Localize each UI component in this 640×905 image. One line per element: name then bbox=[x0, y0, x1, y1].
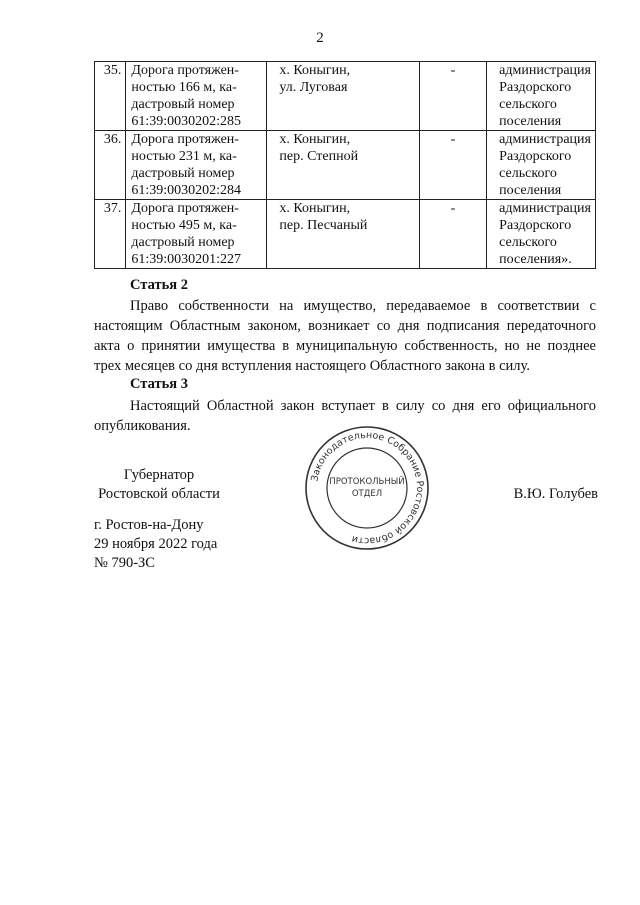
recipient-owner-line: поселения bbox=[499, 114, 562, 129]
signatory-name: В.Ю. Голубев bbox=[513, 486, 598, 502]
article-2-paragraph: Право собственности на имущество, передаваемое в соответствии с настоящим Областным законом, возникает со дня подписания передаточного акта о принятии имущества в муниципальную собственность, но не позднее трех месяцев со дня вступления настоящего Областного закона в силу. bbox=[94, 298, 596, 374]
object-description bbox=[126, 131, 267, 200]
row-number: 37. bbox=[95, 200, 126, 269]
object-description bbox=[126, 200, 267, 269]
object-address bbox=[267, 131, 419, 200]
recipient-owner bbox=[487, 200, 596, 269]
object-description-line: дастровый номер bbox=[131, 97, 235, 112]
recipient-owner bbox=[487, 131, 596, 200]
object-description-line: дастровый номер bbox=[131, 166, 235, 181]
issue-city: г. Ростов-на-Дону bbox=[94, 517, 204, 533]
recipient-owner-line: Раздорского bbox=[499, 149, 572, 164]
signatory-title-line2: Ростовской области bbox=[98, 486, 220, 502]
object-address-line: пер. Степной bbox=[279, 149, 359, 164]
official-stamp bbox=[303, 424, 431, 552]
empty-cell-dash: - bbox=[419, 131, 486, 200]
signatory-title-line1: Губернатор bbox=[123, 467, 195, 483]
recipient-owner-line: поселения bbox=[499, 183, 562, 198]
object-description-line: ностью 166 м, ка- bbox=[131, 80, 237, 95]
object-address-line: х. Коныгин, bbox=[279, 132, 351, 147]
recipient-owner-line: Раздорского bbox=[499, 80, 572, 95]
object-description-line: 61:39:0030202:285 bbox=[131, 114, 242, 129]
article-3-heading: Статья 3 bbox=[130, 376, 188, 392]
object-description-line: ностью 495 м, ка- bbox=[131, 218, 237, 233]
table-row bbox=[95, 200, 596, 269]
recipient-owner-line: администрация bbox=[499, 63, 591, 78]
object-description-line: Дорога протяжен- bbox=[131, 201, 239, 216]
row-number: 35. bbox=[95, 62, 126, 131]
recipient-owner-line: поселения». bbox=[499, 252, 572, 267]
recipient-owner bbox=[487, 62, 596, 131]
article-2-heading: Статья 2 bbox=[130, 277, 188, 293]
object-description-line: 61:39:0030201:227 bbox=[131, 252, 242, 267]
article-3-paragraph: Настоящий Областной закон вступает в силу со дня его официального опубликования. bbox=[94, 398, 596, 434]
recipient-owner-line: Раздорского bbox=[499, 218, 572, 233]
row-number: 36. bbox=[95, 131, 126, 200]
object-address-line: х. Коныгин, bbox=[279, 63, 351, 78]
table-row bbox=[95, 62, 596, 131]
issue-details bbox=[94, 516, 294, 573]
article-2-text bbox=[94, 296, 596, 376]
property-table bbox=[94, 61, 596, 269]
stamp-center-line2: ОТДЕЛ bbox=[351, 489, 383, 499]
stamp-center-line1: ПРОТОКОЛЬНЫЙ bbox=[329, 477, 405, 487]
signatory-title bbox=[94, 466, 224, 504]
object-description-line: Дорога протяжен- bbox=[131, 63, 239, 78]
recipient-owner-line: сельского bbox=[499, 166, 557, 181]
recipient-owner-line: администрация bbox=[499, 201, 591, 216]
object-address-line: х. Коныгин, bbox=[279, 201, 351, 216]
table-row bbox=[95, 131, 596, 200]
empty-cell-dash: - bbox=[419, 62, 486, 131]
stamp-ring-text: Законодательное Собрание Ростовской области bbox=[309, 429, 426, 547]
issue-date: 29 ноября 2022 года bbox=[94, 536, 218, 552]
object-description-line: 61:39:0030202:284 bbox=[131, 183, 242, 198]
object-description-line: ностью 231 м, ка- bbox=[131, 149, 237, 164]
object-description bbox=[126, 62, 267, 131]
recipient-owner-line: администрация bbox=[499, 132, 591, 147]
object-description-line: дастровый номер bbox=[131, 235, 235, 250]
object-address-line: ул. Луговая bbox=[279, 80, 348, 95]
page-number: 2 bbox=[316, 30, 324, 46]
object-address bbox=[267, 62, 419, 131]
object-address-line: пер. Песчаный bbox=[279, 218, 368, 233]
law-number: № 790-ЗС bbox=[94, 555, 155, 571]
recipient-owner-line: сельского bbox=[499, 97, 557, 112]
object-description-line: Дорога протяжен- bbox=[131, 132, 239, 147]
object-address bbox=[267, 200, 419, 269]
empty-cell-dash: - bbox=[419, 200, 486, 269]
recipient-owner-line: сельского bbox=[499, 235, 557, 250]
